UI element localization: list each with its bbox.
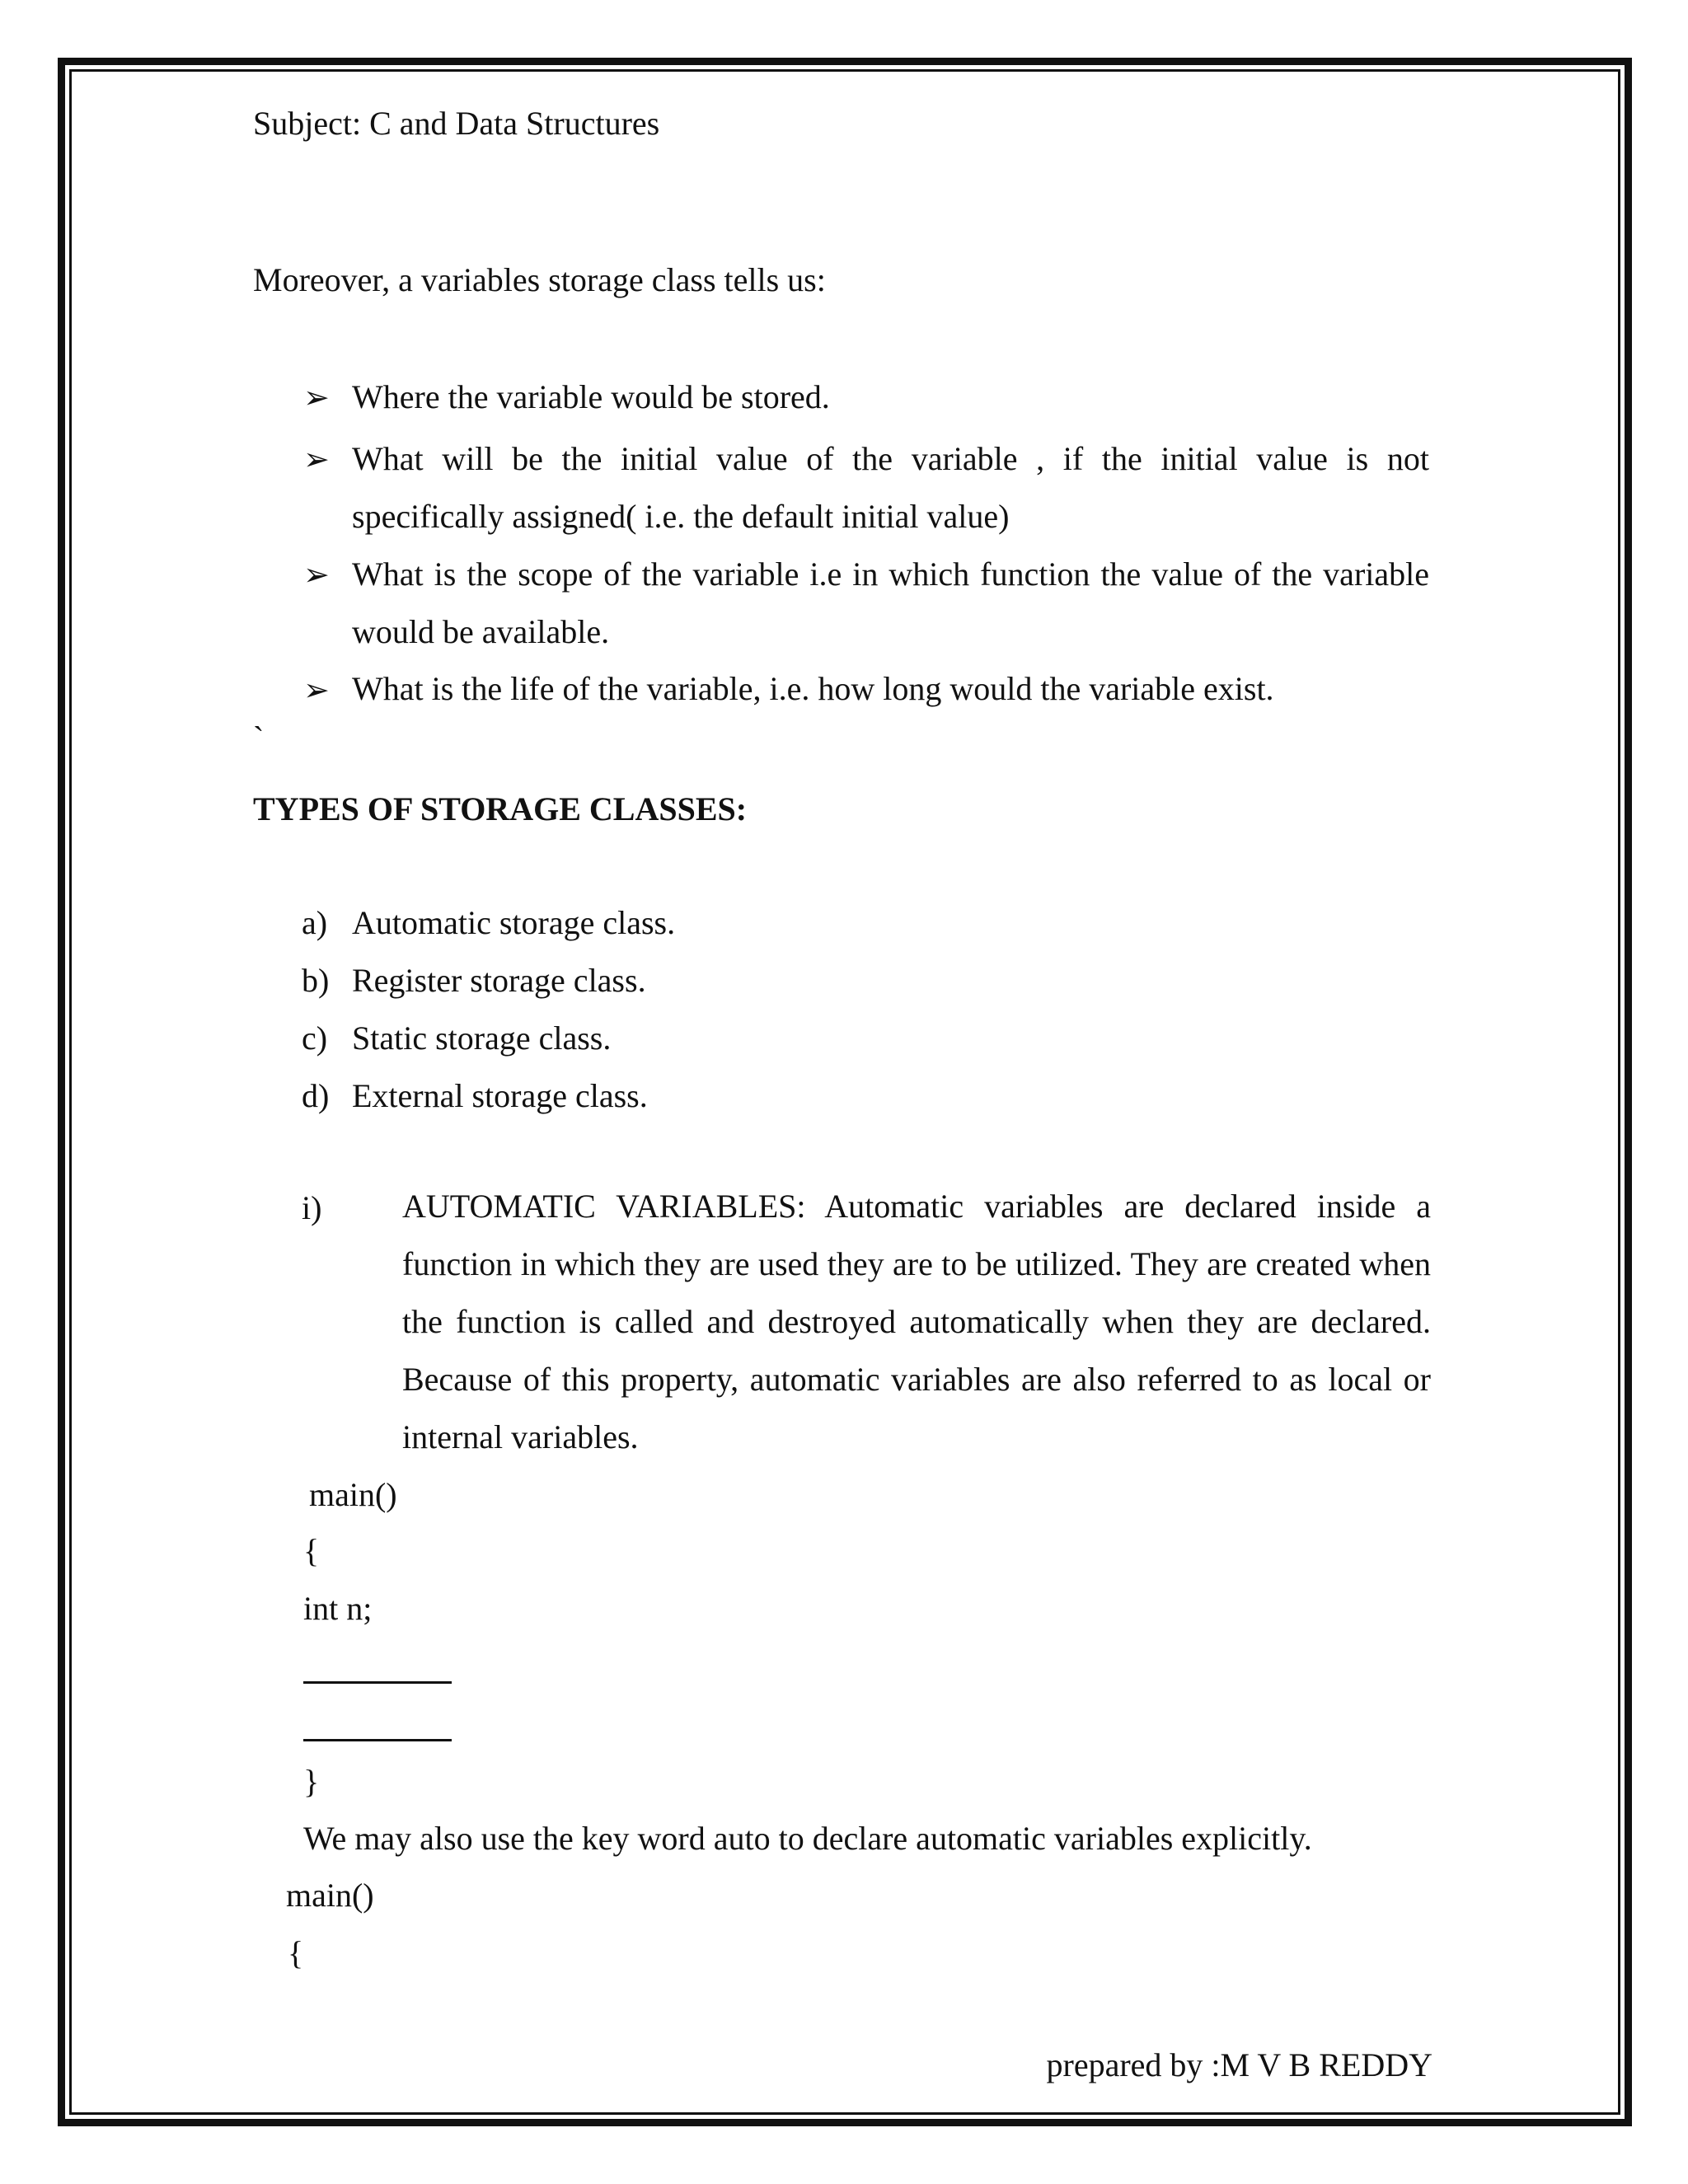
arrowhead-bullet-icon: ➢: [303, 672, 330, 708]
code1-main: main(): [309, 1476, 397, 1513]
type-a-marker: a): [302, 904, 328, 941]
type-a-label: Automatic storage class.: [352, 904, 676, 941]
code2-open-brace: {: [288, 1934, 304, 1971]
bullet-1-text: Where the variable would be stored.: [352, 378, 830, 415]
bullet-2-text: [352, 430, 1429, 546]
code-placeholder-line: [303, 1681, 452, 1684]
code-placeholder-line: [303, 1739, 452, 1741]
bullet-3-line-1: What is the scope of the variable i.e in which function the value of the variable: [352, 555, 1429, 593]
type-b-marker: b): [302, 962, 330, 999]
section-i-paragraph: [402, 1178, 1431, 1466]
section-i-line-2: function in which they are used they are to be utilized. They are created when: [402, 1245, 1431, 1282]
section-i-line-4: Because of this property, automatic variables are also referred to as local or: [402, 1361, 1431, 1398]
bullet-3-text: [352, 546, 1429, 661]
code1-open-brace: {: [303, 1532, 320, 1569]
section-i-line-3: the function is called and destroyed automatically when they are declared.: [402, 1303, 1431, 1340]
arrowhead-bullet-icon: ➢: [303, 556, 330, 593]
type-d-marker: d): [302, 1077, 330, 1114]
auto-keyword-note: We may also use the key word auto to declare automatic variables explicitly.: [303, 1820, 1312, 1857]
bullet-2-line-1: What will be the initial value of the variable , if the initial value is not: [352, 440, 1429, 477]
intro-text: Moreover, a variables storage class tells us:: [253, 261, 826, 298]
code2-main: main(): [286, 1877, 374, 1914]
prepared-by-footer: prepared by :M V B REDDY: [1046, 2046, 1432, 2083]
arrowhead-bullet-icon: ➢: [303, 441, 330, 477]
code1-close-brace: }: [303, 1763, 320, 1800]
code1-declaration: int n;: [303, 1590, 373, 1627]
type-c-marker: c): [302, 1019, 328, 1057]
type-d-label: External storage class.: [352, 1077, 648, 1114]
type-b-label: Register storage class.: [352, 962, 646, 999]
arrowhead-bullet-icon: ➢: [303, 379, 330, 415]
type-c-label: Static storage class.: [352, 1019, 612, 1057]
stray-mark: `: [253, 719, 265, 757]
section-i-line-5: internal variables.: [402, 1418, 639, 1455]
bullet-3-line-2: would be available.: [352, 613, 610, 650]
section-heading: TYPES OF STORAGE CLASSES:: [253, 790, 748, 827]
section-i-marker: i): [302, 1189, 322, 1226]
bullet-4-text: What is the life of the variable, i.e. how long would the variable exist.: [352, 670, 1274, 707]
bullet-2-line-2: specifically assigned( i.e. the default initial value): [352, 498, 1010, 535]
subject-header: Subject: C and Data Structures: [253, 105, 660, 142]
section-i-line-1: AUTOMATIC VARIABLES: Automatic variables are declared inside a: [402, 1188, 1431, 1225]
